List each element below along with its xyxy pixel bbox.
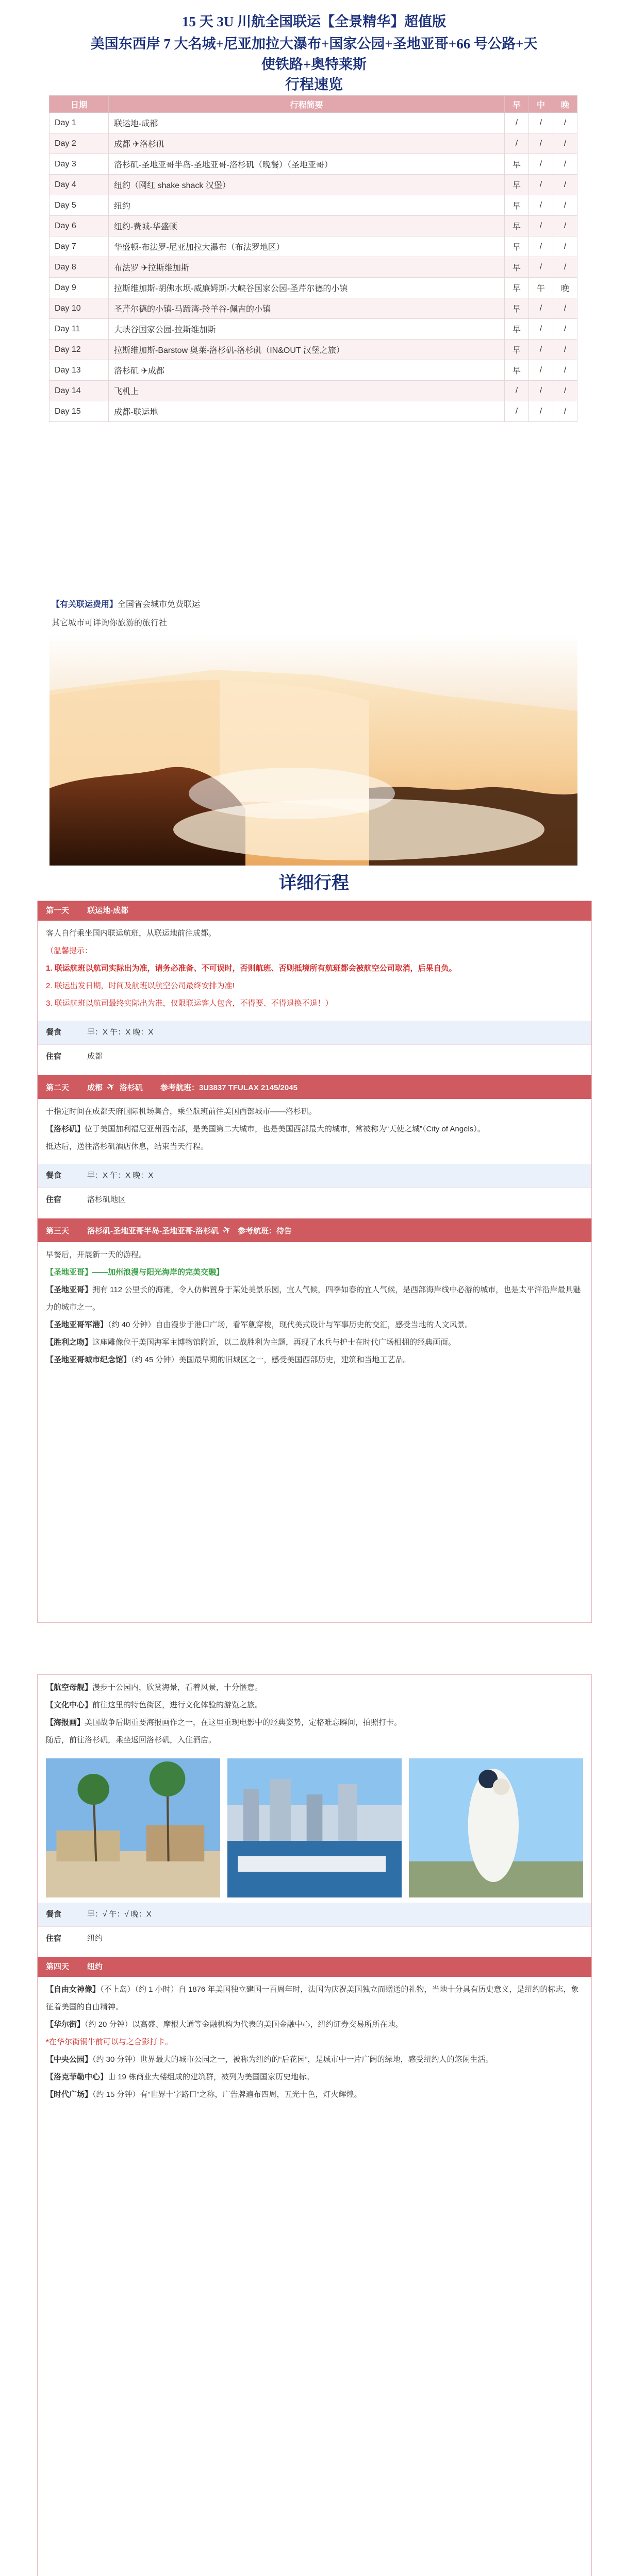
overview-row bbox=[49, 133, 577, 154]
port-text: （约 40 分钟）自由漫步于港口广场，看军舰穿梭，现代美式设计与军事历史的交汇，感受当地的人文风景。 bbox=[108, 1320, 473, 1329]
overview-dinner-cell: / bbox=[553, 216, 577, 236]
day4-p2 bbox=[46, 2016, 583, 2033]
overview-row bbox=[49, 113, 577, 133]
page-subtitle-line-2: 使铁路+奥特莱斯 bbox=[261, 57, 367, 72]
la-text: 位于美国加利福尼亚州西南部，是美国第二大城市，也是美国西部最大的城市，常被称为“天使之城”（City of Angels）。 bbox=[85, 1125, 485, 1133]
overview-breakfast-cell: 早 bbox=[505, 278, 529, 298]
day4-title: 纽约 bbox=[87, 1962, 103, 1971]
day2-title: 成都 bbox=[87, 1083, 103, 1092]
day1-tip-2: 2. 联运出发日期，时间及航班以航空公司最终安排为准! bbox=[46, 981, 235, 990]
day1-label: 第一天 bbox=[46, 906, 70, 915]
day-card-1 bbox=[37, 901, 592, 1623]
page-subtitle-line-1: 美国东西岸 7 大名城+尼亚加拉大瀑布+国家公园+圣地亚哥+66 号公路+天 bbox=[90, 36, 538, 52]
day3-header bbox=[38, 1218, 591, 1242]
overview-row bbox=[49, 360, 577, 381]
day4-body bbox=[38, 1977, 591, 2108]
overview-route-cell: 华盛顿-布法罗-尼亚加拉大瀑布（布法罗地区） bbox=[109, 236, 505, 257]
day1-hotel bbox=[38, 1044, 591, 1068]
hotel-value: 洛杉矶地区 bbox=[87, 1195, 126, 1204]
overview-route-cell: 布法罗 ✈拉斯维加斯 bbox=[109, 257, 505, 278]
overview-dinner-cell: 晚 bbox=[553, 278, 577, 298]
overview-breakfast-cell: 早 bbox=[505, 236, 529, 257]
sd-text: 拥有 112 公里长的海滩，令人仿佛置身于某处美景乐园，宜人气候，四季如春的宜人气候，是西部海岸线中必游的城市，也是太平洋沿岸最具魅力的城市之一。 bbox=[46, 1285, 581, 1312]
col-breakfast: 早 bbox=[505, 96, 529, 113]
day3-photos bbox=[38, 1753, 591, 1903]
overview-row bbox=[49, 257, 577, 278]
day1-header bbox=[38, 901, 591, 921]
overview-row bbox=[49, 236, 577, 257]
overview-lunch-cell: / bbox=[529, 319, 553, 340]
overview-dinner-cell: / bbox=[553, 113, 577, 133]
day4-p4 bbox=[46, 2051, 583, 2069]
plane-icon: ✈ bbox=[104, 1080, 118, 1094]
day4-header bbox=[38, 1957, 591, 1977]
overview-day-cell: Day 13 bbox=[49, 360, 109, 381]
overview-route-cell: 圣芹尔德的小镇-马蹄湾-羚羊谷-佩吉的小镇 bbox=[109, 298, 505, 319]
poster-label: 【海报画】 bbox=[46, 1718, 85, 1727]
overview-dinner-cell: / bbox=[553, 381, 577, 401]
overview-row bbox=[49, 298, 577, 319]
overview-day-cell: Day 10 bbox=[49, 298, 109, 319]
rockefeller-label: 【洛克菲勒中心】 bbox=[46, 2073, 108, 2081]
overview-route-cell: 成都 ✈洛杉矶 bbox=[109, 133, 505, 154]
overview-route-cell: 纽约 bbox=[109, 195, 505, 216]
day1-tip-1: 1. 联运航班以航司实际出为准，请务必准备、不可误时，否则航班、否则抵境所有航班都会被航空公司取消，后果自负。 bbox=[46, 964, 457, 973]
day3-body bbox=[38, 1242, 591, 1373]
col-route: 行程简要 bbox=[109, 96, 505, 113]
day3b-p4: 随后，前往洛杉矶，乘坐返回洛杉矶，入住酒店。 bbox=[46, 1736, 217, 1744]
page-title: 15 天 3U 川航全国联运【全景精华】超值版 bbox=[181, 14, 447, 29]
overview-row bbox=[49, 319, 577, 340]
day3-meals bbox=[38, 1903, 591, 1926]
day2-text-3: 抵达后，送往洛杉矶酒店休息，结束当天行程。 bbox=[46, 1142, 209, 1151]
overview-lunch-cell: / bbox=[529, 133, 553, 154]
hotel-label: 住宿 bbox=[46, 1934, 62, 1943]
day1-tip-title: （温馨提示： bbox=[46, 946, 93, 955]
day4-p1 bbox=[46, 1981, 583, 2016]
wallst-text: （约 20 分钟）以高盛、摩根大通等金融机构为代表的美国金融中心，纽约证券交易所所在地。 bbox=[85, 2020, 403, 2029]
overview-route-cell: 拉斯维加斯-胡佛水坝-威廉姆斯-大峡谷国家公园-圣芹尔德的小镇 bbox=[109, 278, 505, 298]
overview-route-cell: 成都-联运地 bbox=[109, 401, 505, 422]
day3-title: 洛杉矶-圣地亚哥半岛-圣地亚哥-洛杉矶 bbox=[87, 1227, 219, 1235]
col-lunch: 中 bbox=[529, 96, 553, 113]
carrier-label: 【航空母舰】 bbox=[46, 1683, 93, 1692]
overview-lunch-cell: / bbox=[529, 401, 553, 422]
overview-route-cell: 洛杉矶 ✈成都 bbox=[109, 360, 505, 381]
overview-day-cell: Day 4 bbox=[49, 175, 109, 195]
overview-lunch-cell: / bbox=[529, 236, 553, 257]
day2-meals bbox=[38, 1164, 591, 1188]
plane-icon: ✈ bbox=[220, 1223, 234, 1238]
overview-breakfast-cell: 早 bbox=[505, 195, 529, 216]
meal-label: 餐食 bbox=[46, 1910, 62, 1919]
overview-day-cell: Day 15 bbox=[49, 401, 109, 422]
harbor-photo bbox=[227, 1758, 402, 1897]
overview-day-cell: Day 2 bbox=[49, 133, 109, 154]
day3-label: 第三天 bbox=[46, 1227, 70, 1235]
day3b-p2 bbox=[46, 1697, 583, 1714]
day2-hotel bbox=[38, 1188, 591, 1211]
overview-route-cell: 洛杉矶-圣地亚哥半岛-圣地亚哥-洛杉矶（晚餐）（圣地亚哥） bbox=[109, 154, 505, 175]
day3-p4 bbox=[46, 1351, 583, 1369]
overview-header-row bbox=[49, 96, 577, 113]
overview-breakfast-cell: 早 bbox=[505, 360, 529, 381]
times-text: （约 15 分钟）有“世界十字路口”之称，广告牌遍布四周，五光十色，灯火辉煌。 bbox=[92, 2090, 362, 2099]
joint-transport-note-2: 其它城市可详询你旅游的旅行社 bbox=[52, 619, 168, 628]
overview-breakfast-cell: 早 bbox=[505, 257, 529, 278]
overview-route-cell: 拉斯维加斯-Barstow 奥莱-洛杉矶-洛杉矶（IN&OUT 汉堡之旅） bbox=[109, 340, 505, 360]
overview-breakfast-cell: / bbox=[505, 113, 529, 133]
day1-tip-3: 3. 联运航班以航司最终实际出为准，仅限联运客人包含，不得要、不得退换不退！） bbox=[46, 999, 333, 1008]
overview-lunch-cell: / bbox=[529, 154, 553, 175]
overview-table bbox=[49, 95, 577, 422]
day3-text-2: 【圣地亚哥】——加州浪漫与阳光海岸的完美交融】 bbox=[46, 1268, 224, 1277]
day3-flight: 参考航班：待告 bbox=[237, 1227, 292, 1235]
overview-day-cell: Day 12 bbox=[49, 340, 109, 360]
kiss-label: 【胜利之吻】 bbox=[46, 1338, 93, 1347]
overview-day-cell: Day 7 bbox=[49, 236, 109, 257]
note-text: 全国省会城市免费联运 bbox=[118, 600, 201, 609]
memorial-text: （约 45 分钟）美国最早期的旧城区之一，感受美国西部历史，建筑和当地工艺品。 bbox=[131, 1355, 411, 1364]
overview-lunch-cell: / bbox=[529, 216, 553, 236]
hotel-label: 住宿 bbox=[46, 1052, 62, 1061]
overview-breakfast-cell: 早 bbox=[505, 340, 529, 360]
day2-header bbox=[38, 1075, 591, 1099]
rockefeller-text: 由 19 栋商业大楼组成的建筑群，被列为美国国家历史地标。 bbox=[108, 2073, 315, 2081]
overview-row bbox=[49, 154, 577, 175]
overview-dinner-cell: / bbox=[553, 236, 577, 257]
day3b-p1 bbox=[46, 1679, 583, 1697]
culture-text: 前往这里的特色街区，进行文化体验的游览之旅。 bbox=[92, 1701, 263, 1709]
day2-text-2 bbox=[46, 1121, 583, 1138]
overview-day-cell: Day 3 bbox=[49, 154, 109, 175]
overview-lunch-cell: / bbox=[529, 340, 553, 360]
overview-lunch-cell: / bbox=[529, 381, 553, 401]
hotel-value: 纽约 bbox=[87, 1934, 103, 1943]
day4-p3: *在华尔街铜牛前可以与之合影打卡。 bbox=[46, 2038, 173, 2046]
day4-p6 bbox=[46, 2086, 583, 2104]
overview-dinner-cell: / bbox=[553, 340, 577, 360]
day4-label: 第四天 bbox=[46, 1962, 70, 1971]
overview-row bbox=[49, 175, 577, 195]
overview-route-cell: 纽约（网红 shake shack 汉堡） bbox=[109, 175, 505, 195]
overview-lunch-cell: / bbox=[529, 175, 553, 195]
overview-title: 行程速览 bbox=[285, 77, 343, 93]
la-label: 【洛杉矶】 bbox=[46, 1125, 85, 1133]
overview-breakfast-cell: 早 bbox=[505, 298, 529, 319]
palm-street-photo bbox=[46, 1758, 220, 1897]
detail-title: 详细行程 bbox=[279, 874, 349, 893]
day3b-body bbox=[38, 1675, 591, 1753]
liberty-label: 【自由女神像】 bbox=[46, 1985, 101, 1994]
park-label: 【中央公园】 bbox=[46, 2055, 93, 2064]
overview-dinner-cell: / bbox=[553, 257, 577, 278]
port-label: 【圣地亚哥军港】 bbox=[46, 1320, 108, 1329]
niagara-falls-image bbox=[49, 634, 577, 866]
day2-body bbox=[38, 1099, 591, 1160]
day3-hotel bbox=[38, 1926, 591, 1950]
overview-dinner-cell: / bbox=[553, 298, 577, 319]
col-dinner: 晚 bbox=[553, 96, 577, 113]
note-label: 【有关联运费用】 bbox=[52, 600, 118, 609]
hotel-value: 成都 bbox=[87, 1052, 103, 1061]
overview-breakfast-cell: / bbox=[505, 401, 529, 422]
hotel-label: 住宿 bbox=[46, 1195, 62, 1204]
joint-transport-note bbox=[52, 598, 200, 609]
overview-row bbox=[49, 278, 577, 298]
day4-p5 bbox=[46, 2069, 583, 2086]
overview-dinner-cell: / bbox=[553, 133, 577, 154]
meal-value: 早：X 午：X 晚：X bbox=[87, 1028, 154, 1037]
overview-row bbox=[49, 195, 577, 216]
day1-body bbox=[38, 921, 591, 1016]
liberty-text: （不上岛）（约 1 小时）自 1876 年美国独立建国一百周年时，法国为庆祝美国独立而赠送的礼物，当地十分具有历史意义，是纽约的标志，象征着美国的自由精神。 bbox=[46, 1985, 579, 2011]
day2-flight: 参考航班：3U3837 TFULAX 2145/2045 bbox=[160, 1083, 298, 1092]
poster-text: 美国战争后期重要海报画作之一，在这里重现电影中的经典姿势，定格难忘瞬间，拍照打卡。 bbox=[85, 1718, 402, 1727]
overview-day-cell: Day 6 bbox=[49, 216, 109, 236]
overview-breakfast-cell: 早 bbox=[505, 175, 529, 195]
day3-p2 bbox=[46, 1316, 583, 1334]
overview-dinner-cell: / bbox=[553, 175, 577, 195]
wallst-label: 【华尔街】 bbox=[46, 2020, 85, 2029]
overview-route-cell: 飞机上 bbox=[109, 381, 505, 401]
day1-title: 联运地-成都 bbox=[87, 906, 128, 915]
day2-label: 第二天 bbox=[46, 1083, 70, 1092]
overview-dinner-cell: / bbox=[553, 154, 577, 175]
day3-p1 bbox=[46, 1281, 583, 1316]
overview-dinner-cell: / bbox=[553, 401, 577, 422]
overview-day-cell: Day 11 bbox=[49, 319, 109, 340]
overview-lunch-cell: / bbox=[529, 195, 553, 216]
day3-p3 bbox=[46, 1334, 583, 1351]
overview-breakfast-cell: 早 bbox=[505, 216, 529, 236]
day2-text-1: 于指定时间在成都天府国际机场集合，乘坐航班前往美国西部城市——洛杉矶。 bbox=[46, 1107, 317, 1116]
memorial-label: 【圣地亚哥城市纪念馆】 bbox=[46, 1355, 131, 1364]
park-text: （约 30 分钟）世界最大的城市公园之一，被称为纽约的“后花园”，是城市中一片广阔的绿地，感受纽约人的悠闲生活。 bbox=[92, 2055, 493, 2064]
sd-label: 【圣地亚哥】 bbox=[46, 1285, 93, 1294]
overview-row bbox=[49, 381, 577, 401]
day1-intro: 客人自行乘坐国内联运航班，从联运地前往成都。 bbox=[46, 929, 217, 938]
overview-route-cell: 大峡谷国家公园-拉斯维加斯 bbox=[109, 319, 505, 340]
kiss-statue-photo bbox=[409, 1758, 583, 1897]
day1-meals bbox=[38, 1021, 591, 1044]
overview-day-cell: Day 5 bbox=[49, 195, 109, 216]
day2-title-2: 洛杉矶 bbox=[119, 1083, 143, 1092]
overview-breakfast-cell: 早 bbox=[505, 319, 529, 340]
day3b-p3 bbox=[46, 1714, 583, 1732]
overview-breakfast-cell: / bbox=[505, 133, 529, 154]
overview-dinner-cell: / bbox=[553, 360, 577, 381]
kiss-text: 这座雕像位于美国海军主博物馆附近，以二战胜利为主题，再现了水兵与护士在时代广场相拥的经典画面。 bbox=[92, 1338, 456, 1347]
overview-row bbox=[49, 401, 577, 422]
overview-lunch-cell: 午 bbox=[529, 278, 553, 298]
overview-dinner-cell: / bbox=[553, 195, 577, 216]
carrier-text: 漫步于公园内，欣赏海景，看着风景，十分惬意。 bbox=[92, 1683, 263, 1692]
meal-label: 餐食 bbox=[46, 1028, 62, 1037]
times-label: 【时代广场】 bbox=[46, 2090, 93, 2099]
overview-route-cell: 纽约-费城-华盛顿 bbox=[109, 216, 505, 236]
overview-day-cell: Day 8 bbox=[49, 257, 109, 278]
overview-day-cell: Day 1 bbox=[49, 113, 109, 133]
overview-dinner-cell: / bbox=[553, 319, 577, 340]
day3-text-1: 早餐后，开展新一天的游程。 bbox=[46, 1250, 147, 1259]
overview-lunch-cell: / bbox=[529, 298, 553, 319]
meal-label: 餐食 bbox=[46, 1171, 62, 1180]
overview-breakfast-cell: / bbox=[505, 381, 529, 401]
overview-lunch-cell: / bbox=[529, 257, 553, 278]
overview-row bbox=[49, 340, 577, 360]
overview-day-cell: Day 9 bbox=[49, 278, 109, 298]
col-day: 日期 bbox=[49, 96, 109, 113]
overview-lunch-cell: / bbox=[529, 360, 553, 381]
meal-value: 早：X 午：X 晚：X bbox=[87, 1171, 154, 1180]
day-card-2 bbox=[37, 1674, 592, 2576]
overview-row bbox=[49, 216, 577, 236]
overview-breakfast-cell: 早 bbox=[505, 154, 529, 175]
overview-lunch-cell: / bbox=[529, 113, 553, 133]
culture-label: 【文化中心】 bbox=[46, 1701, 93, 1709]
meal-value: 早：√ 午：√ 晚：X bbox=[87, 1910, 152, 1919]
overview-day-cell: Day 14 bbox=[49, 381, 109, 401]
overview-route-cell: 联运地-成都 bbox=[109, 113, 505, 133]
